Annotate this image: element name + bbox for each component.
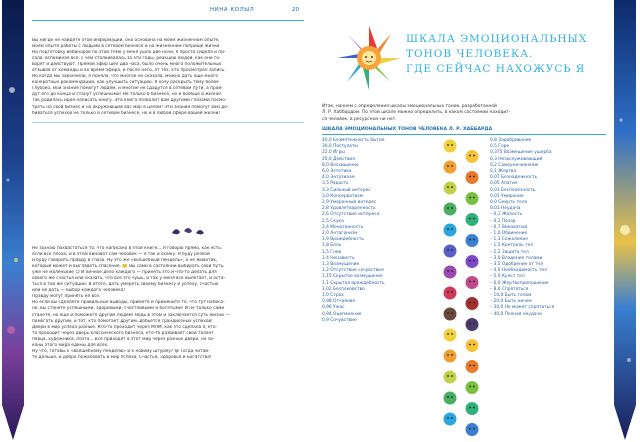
face-eye [473,176,475,178]
scale-entry: 30,0 Постулаты [322,144,358,150]
scale-entry: 2,6 Отсутствие интереса [322,212,380,218]
emotion-face-icon [444,413,457,426]
scale-entry: 8,0 Восхищение [322,162,359,168]
face-eye [447,291,449,293]
text-line: то проходит через дверь классического бизнеса, кто-то развивает свой талант [32,330,214,336]
scale-entry: 0,94 Оцепенение [322,311,362,317]
face-eye [473,365,475,367]
scale-entry: – 4,0 Необходимость тел [490,268,547,274]
face-eye [469,428,471,430]
scale-entry: – 3,5 Одобрение от тел [490,262,544,268]
scale-entry: – 1,5 Контроль тел [490,243,534,249]
scale-entry: 3,0 Консерватизм [322,193,363,199]
title-line: ТОНОВ ЧЕЛОВЕКА. [406,48,534,60]
emotion-face-icon [466,339,479,352]
scale-entry: 1,02 Беспокойство [322,286,365,292]
face-eye [469,323,471,325]
scale-entry: 0,375 Возмещение ущерба [490,150,552,156]
face-eye [473,302,475,304]
scale-entry: – 30,0 Не может спрятаться [490,305,555,311]
scale-entry: 0,05 Апатия [490,181,518,187]
text-line: который может и выглядеть спасение. 🙂 Вы сами в состоянии выбирать свой путь, [32,264,225,270]
face-eye [447,312,449,314]
face-eye [469,155,471,157]
face-eye [447,417,449,419]
text-line: уже не маленькие 😉 И личное дело каждого — принять это и что-то делать для [32,270,217,276]
face-eye [473,260,475,262]
face-eye [469,344,471,346]
face-eye [473,197,475,199]
face-eye [469,302,471,304]
face-eye [447,144,449,146]
face-eye [447,165,449,167]
scale-entry: – 0,2 Позор [490,218,516,224]
face-eye [451,249,453,251]
text-line: ся человек, в ресурсном ни нет. [322,116,397,122]
emotion-face-icon [466,423,479,436]
scale-entry: 1,9 Враждебность [322,237,364,243]
emotion-face-icon [466,381,479,394]
intro-paragraph [322,104,606,123]
text-line: станете, но еще и поможете другим людям! Ведь в этом и заключается суть жизни — [32,312,230,318]
emotion-face-icon [444,140,457,153]
scale-entry: 0,2 Самоуничижение [490,162,539,168]
scale-entry: – 6,0 Жертвоприношение [490,280,549,286]
face-eye [451,207,453,209]
emotion-face-icon [444,329,457,342]
scale-entry: – 40,0 Полная неудача [490,311,542,317]
scale-entry: – 2,2 Защита тел [490,249,529,255]
emotion-face-icon [466,297,479,310]
scale-entry: 1,5 Гнев [322,249,342,255]
face-eye [451,165,453,167]
right-banner-decoration [612,0,638,442]
title-line: ГДЕ СЕЙЧАС НАХОЖУСЬ Я [406,63,586,75]
emotion-face-icon [466,360,479,373]
emotion-face-icon [444,245,457,258]
scale-entry: – 0,7 Виноватый [490,224,528,230]
scale-entry: 0,5 Горе [490,144,510,150]
text-line: помогать другим, и тот, кто помогает другим, добьется грандиозных успехов! [32,318,213,324]
text-line: своего же счастья или сказать, что все это чушь, и так у меня все вылетает, и оста- [32,276,226,282]
face-eye [451,333,453,335]
emotion-face-icon [466,318,479,331]
face-eye [469,260,471,262]
text-line: моем опыте работы с людьми в сетевом бизнесе и на жизненном поприще жизни. [32,44,221,50]
scale-entry: – 1,0 Обвинение [490,231,528,237]
face-eye [451,270,453,272]
face-eye [473,323,475,325]
face-eye [473,386,475,388]
scale-entry: 1,3 Возмущение [322,262,360,268]
text-line: треть на свой бизнес и на окружающий вас мир в целом! Эти знания помогут вам до- [32,104,229,110]
scale-entry: – 20,0 Быть ничем [490,299,532,305]
scale-entry: 0,98 Отчаяние [322,299,356,305]
face-eye [469,386,471,388]
emotion-face-icon [466,171,479,184]
emotion-face-icon [466,150,479,163]
face-eye [451,144,453,146]
emotion-face-icon [444,287,457,300]
scale-entry: – 1,3 Сожаление [490,237,528,243]
scale-entry: 1,1 Скрытая враждебность [322,280,385,286]
face-eye [447,333,449,335]
face-eye [473,428,475,430]
scale-entry: 1,4 Ненависть [322,255,355,261]
text-line: конкретных рекомендаций, как улучшить ситуацию. Я хочу раскрыть тему более [32,80,219,86]
scale-entry: 2,4 Монотонность [322,224,364,230]
face-eye [469,281,471,283]
face-eye [447,207,449,209]
text-line: биваться успехов не только в сетевом бизнесе, но и в любой сфере вашей жизни! [32,110,221,116]
face-eye [451,186,453,188]
emotion-face-icon [466,402,479,415]
text-line: сала, вспоминая все, с чем сталкивалась за эти годы, реакцию людей, как они го- [32,56,221,62]
scale-entry: 0,0 Смерть тела [490,200,528,206]
text-line: дут его до конца и станут успешными! Не только в бизнесе, но и вообще в жизни! [32,92,222,98]
scale-divider [322,134,606,135]
left-page [28,0,310,442]
scale-list-positive [322,138,432,324]
scale-entry: 0,8 Задабривание [490,138,532,143]
text-line: Двери в мир успеха разные. Кто-то проходит через МЛМ, как это сделала я, кто- [32,324,218,330]
scale-entry: 2,9 Умеренный интерес [322,200,377,206]
text-line: Так родилась идея написать книгу. Эта книга позволит вам другими глазами посмо- [32,98,227,104]
emotion-face-icon [444,308,457,321]
scale-entry: 0,9 Сочувствие [322,317,357,323]
scale-heading: ШКАЛА ЭМОЦИОНАЛЬНЫХ ТОНОВ ЧЕЛОВЕКА Л. Р. ХАББАРДА [322,127,493,132]
emotion-face-icon [466,234,479,247]
scale-entry: – 5,0 Культ тел [490,274,525,280]
text-line: Ну что, готовы к «волшебному пенделю» и к новому штурму? 😀 Тогда читай- [32,348,210,354]
left-banner-decoration [0,0,26,442]
scale-entry: 0,07 Безнадежность [490,175,538,181]
scale-entry: 1,0 Страх [322,293,344,299]
text-line: отзывов от команды и во время эфира, и после него, от тех, кто просмотрел запись. [32,68,226,74]
scale-entry: 1,8 Боль [322,243,342,249]
section-divider [32,122,304,123]
face-eye [469,407,471,409]
scale-entry: 0,01 Умирание [490,193,524,199]
text-line: глубоко, мои знания помогут людям, и многие не сдадутся в сетевом пути, а прой- [32,86,223,92]
scale-entry: 2,0 Антагонизм [322,231,358,237]
scale-entry: 2,8 Удовлетворенность [322,206,376,212]
text-line: коны этого мира едины для всех. [32,342,109,348]
face-eye [473,344,475,346]
face-eye [451,312,453,314]
scale-entry: – 10,0 Быть телом [490,293,532,299]
text-line: ворят и действуют. Прямой эфир шел два часа, было очень много положительных [32,62,222,68]
text-line: те дальше, и добро пожаловать в мир Успеха, Счастья, Здоровья и Богатства! [32,354,212,360]
scale-entry: 0,03 Бесполезность [490,187,536,193]
scale-entry: 22,0 Игры [322,150,345,156]
emotion-face-icon [444,266,457,279]
emotion-face-icon [444,392,457,405]
text-line: Не зазнаю похвастаться то, что написано в этой книге... Я говорю прямо, как есть: [32,246,223,251]
emotion-face-icon [466,276,479,289]
scale-entry: 1,2 Отсутствие сочувствия [322,268,384,274]
face-eye [451,375,453,377]
face-eye [451,396,453,398]
text-line: но, вы станете успешными, здоровыми, счастливыми и богатыми! И не только сами [32,306,225,312]
scale-entry: – 3,0 Владение телами [490,255,543,261]
text-line: если все плохо, и в этом виноват сам человек — я так и скажу. Я буду резкой [32,252,210,258]
face-eye [451,228,453,230]
page-header [32,6,304,21]
paragraph-main [32,246,304,361]
text-line: Л. Р. Хаббардом. По этой шкале можно определить, в каком состоянии находит- [322,110,511,116]
emotion-face-icon [466,255,479,268]
right-page [318,0,608,442]
face-eye [469,197,471,199]
face-eye [451,354,453,356]
text-line: ться в той же ситуации. В итоге, дать умереть своему бизнесу и успеху, счастью [32,282,219,288]
face-eye [469,239,471,241]
face-eye [469,365,471,367]
scale-entry: 20,0 Действия [322,156,355,162]
chapter-title [406,32,606,77]
emotion-face-icon [466,213,479,226]
face-eye [451,291,453,293]
emotion-face-icon [444,161,457,174]
face-eye [473,218,475,220]
author-name: НИНА КОЛЫЛ [210,7,255,13]
face-eye [473,155,475,157]
text-line: Итак, начнем с определения шкалы эмоциональных тонов, разработанной [322,104,497,109]
scale-entry: – 0,1 Жалость [490,212,523,218]
scale-entry: 2,5 Скука [322,218,344,224]
text-line: Но когда мы закончили, я поняла, что многое не сказала, можно дать еще много [32,74,218,80]
page-number: 20 [292,7,299,13]
emotion-face-icon [444,350,457,363]
face-eye [447,270,449,272]
face-eye [473,239,475,241]
scale-entry: 4,0 Энтузиазм [322,175,355,181]
face-eye [451,417,453,419]
text-line: Вы нигде не найдете этой информации, она основана на моем жизненном опыте, [32,38,220,43]
scale-entry: – 8,0 Спрятаться [490,286,529,292]
scale-entry: 6,0 Эстетика [322,169,352,175]
scale-list-negative [490,138,606,318]
emotion-face-icon [444,371,457,384]
birds-ornament-icon [168,224,208,238]
emotion-face-icon [466,192,479,205]
scale-entry: 3,3 Сильный интерес [322,187,371,193]
scale-entry: 0,1 Жертва [490,169,517,175]
text-line: Правду могут принять не все. [32,294,101,300]
emotion-face-icon [444,224,457,237]
face-eye [447,228,449,230]
text-line: или не дать — выбор каждого человека! [32,288,126,294]
text-line: На подготовку вебинаров по этой теме у меня ушло две ночи, я просто сидела и пи- [32,50,226,56]
emotion-faces-illustration [436,138,488,438]
face-eye [447,186,449,188]
text-line: певца, художника, поэта... Все приходят в этот мир через разные двери, но за- [32,336,215,342]
color-wheel-emblem-icon [336,22,402,92]
face-eye [447,375,449,377]
face-eye [473,281,475,283]
face-eye [447,354,449,356]
scale-entry: 0,01 Неудача [490,206,521,212]
face-eye [447,249,449,251]
text-line: Но если вы сделаете правильные выводы, примете и примените то, что тут написа- [32,300,225,306]
scale-entry: 0,3 Незаслуживающий [490,156,543,162]
emotion-face-icon [444,203,457,216]
face-eye [469,176,471,178]
paragraph-intro [32,38,304,117]
title-line: ШКАЛА ЭМОЦИОНАЛЬНЫХ [406,33,588,45]
face-eye [473,407,475,409]
face-eye [469,218,471,220]
emotion-face-icon [444,182,457,195]
face-eye [447,396,449,398]
scale-entry: 0,96 Ужас [322,305,345,311]
scale-entry: 3,5 Радость [322,181,349,187]
text-line: и буду говорить правду в глаза. Ну это же «волшебный пендель», а не животик, [32,258,218,264]
scale-entry: 40,0 Безмятежность бытия [322,138,385,143]
scale-entry: 1,15 Скрытое возмущение [322,274,383,280]
